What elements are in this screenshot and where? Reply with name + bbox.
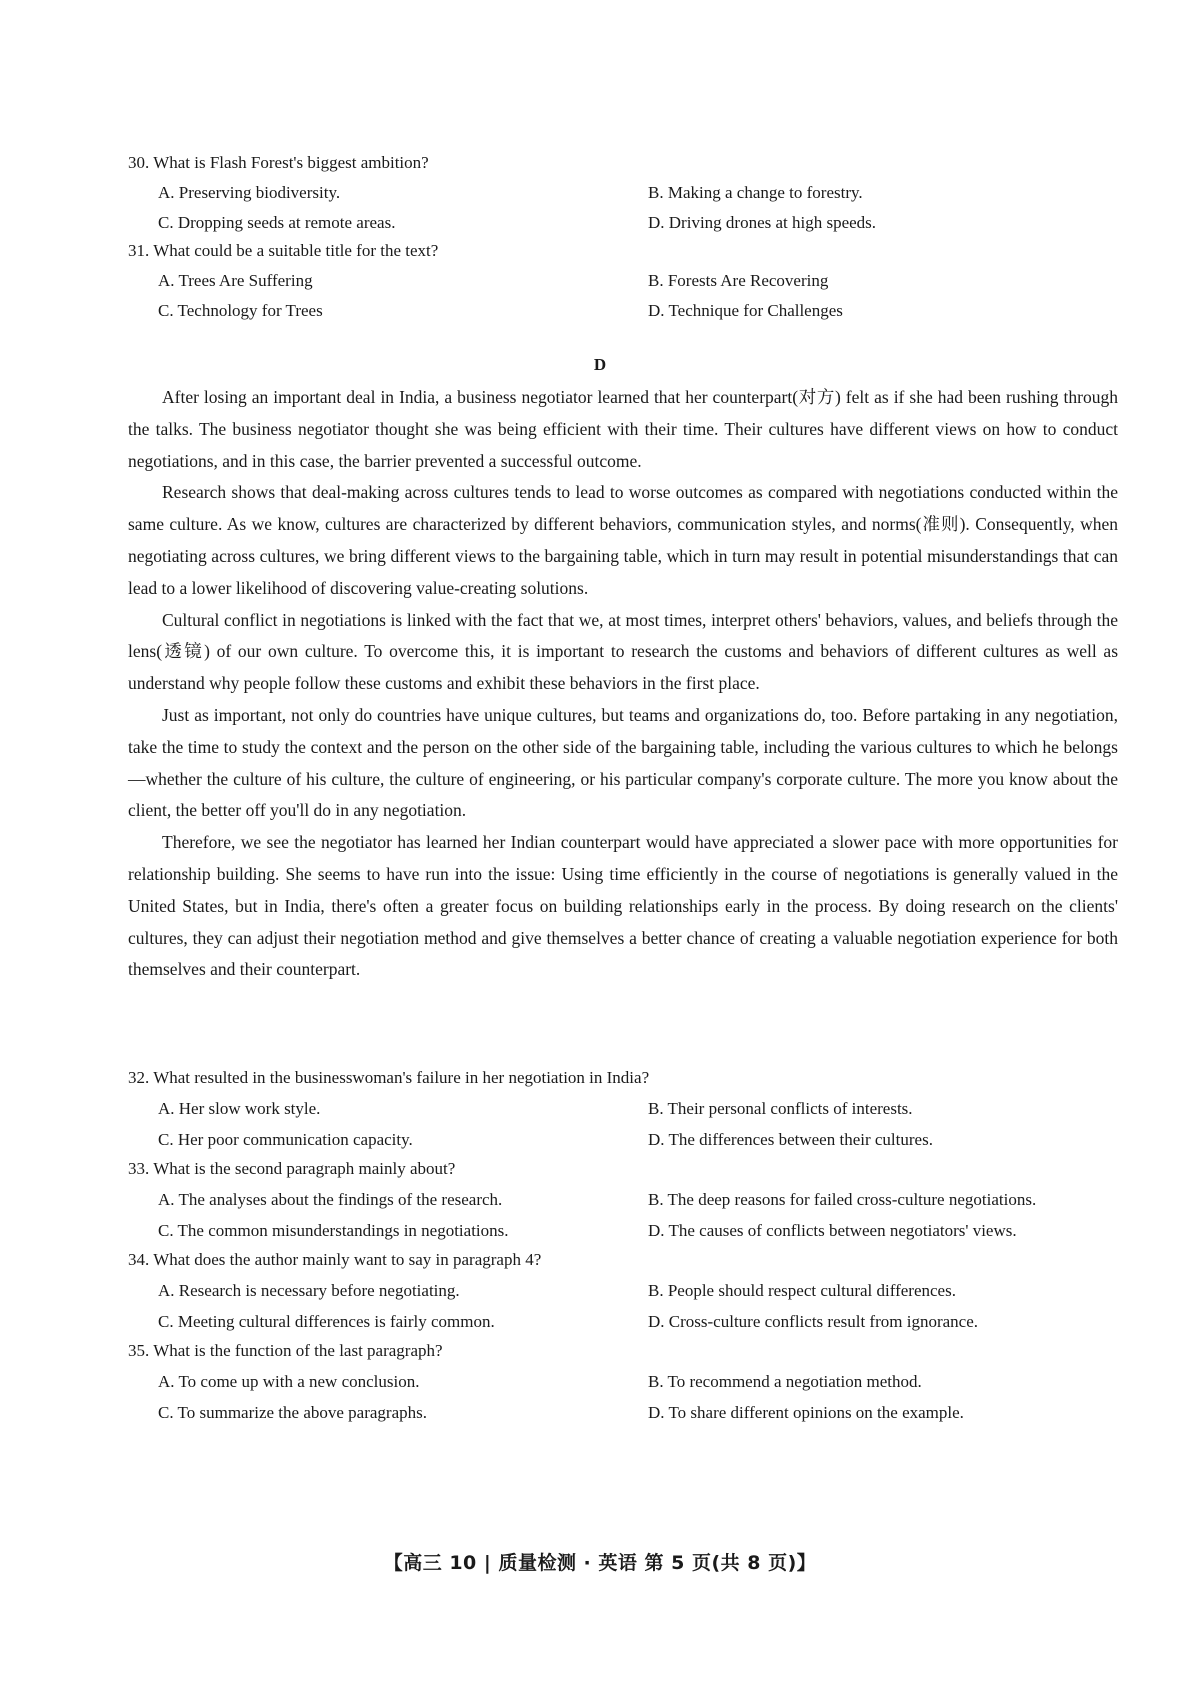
question-34 — [128, 1245, 1118, 1337]
option-a: A. Trees Are Suffering — [158, 271, 313, 290]
option-d: D. The causes of conflicts between negotiators' views. — [648, 1221, 1017, 1240]
option-a: A. To come up with a new conclusion. — [158, 1372, 420, 1391]
option-b: B. Their personal conflicts of interests. — [648, 1099, 913, 1118]
option-c: C. Meeting cultural differences is fairly common. — [158, 1312, 495, 1331]
passage-paragraph-2: Research shows that deal-making across cultures tends to lead to worse outcomes as compared with negotiations conducted within the same culture. As we know, cultures are characterized by different behaviors, communication styles, and norms(准则). Consequently, when negotiating across cultures, we bring different views to the bargaining table, which in turn may result in potential misunderstandings that can lead to a lower likelihood of discovering value-creating solutions. — [128, 482, 1118, 598]
option-d: D. The differences between their cultures. — [648, 1130, 933, 1149]
question-stem: 35. What is the function of the last paragraph? — [128, 1341, 443, 1360]
section-heading: D — [593, 355, 607, 374]
reading-passage — [128, 382, 1118, 986]
option-d: D. Driving drones at high speeds. — [648, 213, 877, 232]
question-stem: 32. What resulted in the businesswoman's failure in her negotiation in India? — [128, 1068, 650, 1087]
option-c: C. Technology for Trees — [158, 301, 323, 320]
passage-paragraph-3: Cultural conflict in negotiations is linked with the fact that we, at most times, interpret others' behaviors, values, and beliefs through the lens(透镜) of our own culture. To overcome this, it is important to research the customs and behaviors of different cultures as well as understand why people follow these customs and exhibit these behaviors in the first place. — [128, 609, 1118, 694]
option-b: B. People should respect cultural differences. — [648, 1281, 956, 1300]
option-c: C. The common misunderstandings in negotiations. — [158, 1221, 509, 1240]
option-b: B. The deep reasons for failed cross-culture negotiations. — [648, 1190, 1037, 1209]
passage-paragraph-4: Just as important, not only do countries have unique cultures, but teams and organizations do, too. Before partaking in any negotiation, take the time to study the context and the person on the other side of the bargaining table, including the various cultures to which he belongs—whether the culture of his culture, the culture of engineering, or his particular company's corporate culture. The more you know about the client, the better off you'll do in any negotiation. — [128, 704, 1118, 821]
option-c: C. Dropping seeds at remote areas. — [158, 213, 396, 232]
question-stem: 33. What is the second paragraph mainly about? — [128, 1159, 456, 1178]
option-d: D. To share different opinions on the example. — [648, 1403, 964, 1422]
question-30 — [128, 148, 1118, 238]
page-footer: 【高三 10 | 质量检测 · 英语 第 5 页(共 8 页)】 — [383, 1552, 817, 1574]
option-a: A. Research is necessary before negotiating. — [158, 1281, 460, 1300]
question-31 — [128, 236, 1118, 326]
option-b: B. Forests Are Recovering — [648, 271, 829, 290]
option-c: C. Her poor communication capacity. — [158, 1130, 413, 1149]
passage-paragraph-1: After losing an important deal in India, a business negotiator learned that her counterpart(对方) felt as if she had been rushing through the talks. The business negotiator thought she was being efficient with their time. Their cultures have different views on how to conduct negotiations, and in this case, the barrier prevented a successful outcome. — [128, 387, 1118, 471]
question-32 — [128, 1063, 1118, 1155]
passage-paragraph-5: Therefore, we see the negotiator has learned her Indian counterpart would have appreciated a slower pace with more opportunities for relationship building. She seems to have run into the issue: Using time efficiently in the course of negotiations is generally valued in the United States, but in India, there's often a greater focus on building relationships early in the process. By doing research on the clients' cultures, they can adjust their negotiation method and give themselves a better chance of creating a valuable negotiation experience for both themselves and their counterpart. — [128, 832, 1118, 980]
question-33 — [128, 1154, 1118, 1246]
option-d: D. Technique for Challenges — [648, 301, 843, 320]
option-b: B. Making a change to forestry. — [648, 183, 863, 202]
option-b: B. To recommend a negotiation method. — [648, 1372, 922, 1391]
option-c: C. To summarize the above paragraphs. — [158, 1403, 427, 1422]
question-35 — [128, 1336, 1118, 1428]
option-a: A. The analyses about the findings of the research. — [158, 1190, 503, 1209]
option-d: D. Cross-culture conflicts result from ignorance. — [648, 1312, 978, 1331]
question-stem: 30. What is Flash Forest's biggest ambition? — [128, 153, 429, 172]
option-a: A. Preserving biodiversity. — [158, 183, 341, 202]
question-stem: 34. What does the author mainly want to say in paragraph 4? — [128, 1250, 542, 1269]
question-stem: 31. What could be a suitable title for the text? — [128, 241, 439, 260]
option-a: A. Her slow work style. — [158, 1099, 321, 1118]
